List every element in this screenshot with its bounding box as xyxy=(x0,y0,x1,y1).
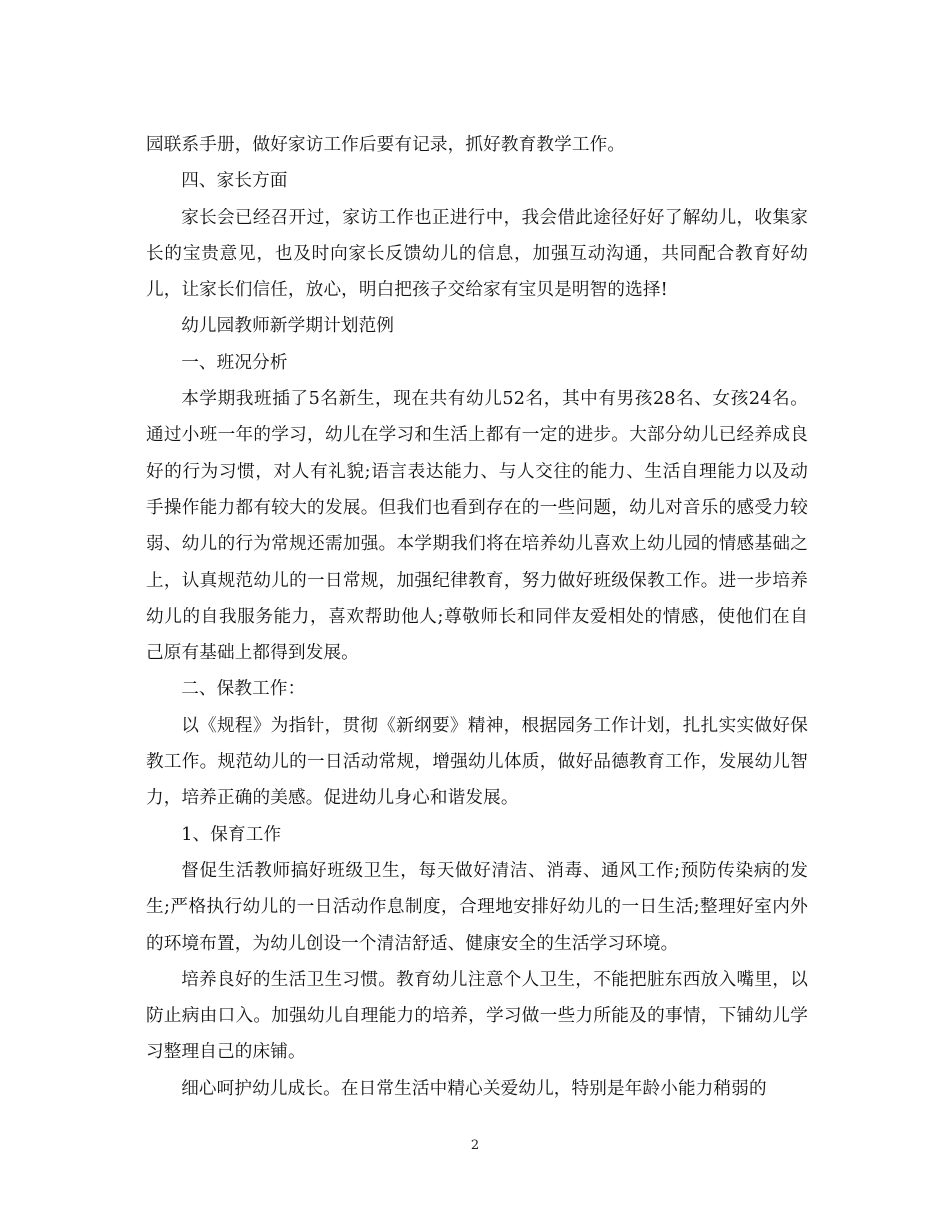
subsection-heading-care-work: 1、保育工作 xyxy=(181,824,282,845)
paragraph-hygiene: 督促生活教师搞好班级卫生，每天做好清洁、消毒、通风工作;预防传染病的发生;严格执行幼儿的一日活动作息制度，合理地安排好幼儿的一日生活;整理好室内外的环境布置，为幼儿创设一个清洁舒适、健康安全的生活学习环境。 xyxy=(146,860,808,954)
document-title: 幼儿园教师新学期计划范例 xyxy=(181,316,395,337)
paragraph-continuation: 园联系手册，做好家访工作后要有记录，抓好教育教学工作。 xyxy=(146,135,626,155)
paragraph-habits: 培养良好的生活卫生习惯。教育幼儿注意个人卫生，不能把脏东西放入嘴里，以防止病由口入。加强幼儿自理能力的培养，学习做一些力所能及的事情，下铺幼儿学习整理自己的床铺。 xyxy=(146,969,808,1063)
paragraph-care-education: 以《规程》为指针，贯彻《新纲要》精神，根据园务工作计划，扎扎实实做好保教工作。规范幼儿的一日活动常规，增强幼儿体质，做好品德教育工作，发展幼儿智力，培养正确的美感。促进幼儿身心和谐发展。 xyxy=(146,715,808,809)
page-number: 2 xyxy=(470,1138,480,1153)
paragraph-class-analysis: 本学期我班插了5名新生，现在共有幼儿52名，其中有男孩28名、女孩24名。通过小班一年的学习，幼儿在学习和生活上都有一定的进步。大部分幼儿已经养成良好的行为习惯，对人有礼貌;语言表达能力、与人交往的能力、生活自理能力以及动手操作能力都有较大的发展。但我们也看到存在的一些问题，幼儿对音乐的感受力较弱、幼儿的行为常规还需加强。本学期我们将在培养幼儿喜欢上幼儿园的情感基础之上，认真规范幼儿的一日常规，加强纪律教育，努力做好班级保教工作。进一步培养幼儿的自我服务能力，喜欢帮助他人;尊敬师长和同伴友爱相处的情感，使他们在自己原有基础上都得到发展。 xyxy=(146,389,808,664)
paragraph-parents: 家长会已经召开过，家访工作也正进行中，我会借此途径好好了解幼儿，收集家长的宝贵意见，也及时向家长反馈幼儿的信息，加强互动沟通，共同配合教育好幼儿，让家长们信任，放心，明白把孩子交给家有宝贝是明智的选择! xyxy=(146,207,808,301)
paragraph-care-growth: 细心呵护幼儿成长。在日常生活中精心关爱幼儿，特别是年龄小能力稍弱的 xyxy=(181,1078,767,1099)
section-heading-parents: 四、家长方面 xyxy=(181,171,288,192)
section-heading-class-analysis: 一、班况分析 xyxy=(181,352,288,373)
document-body xyxy=(146,127,808,1107)
section-heading-care-education: 二、保教工作： xyxy=(181,679,306,700)
